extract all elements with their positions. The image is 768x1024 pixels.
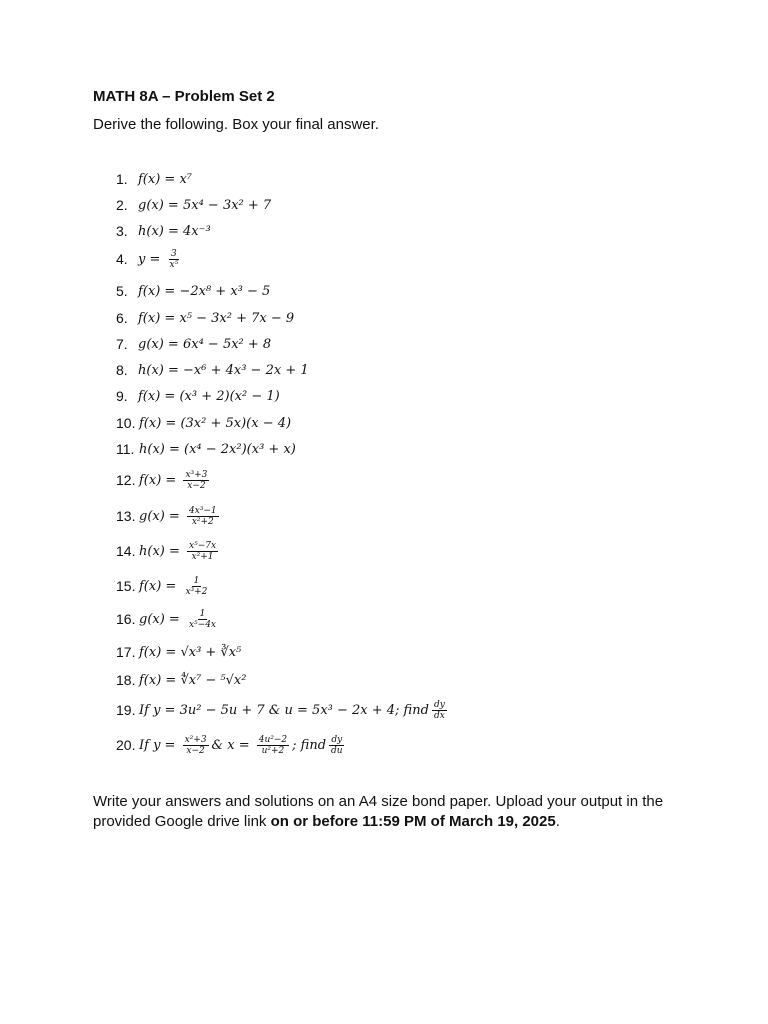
problem-number: 6. — [116, 310, 128, 326]
problem-expression — [139, 470, 212, 491]
problem-number: 20. — [116, 737, 136, 753]
problem-expression — [139, 700, 450, 721]
problem-number: 18. — [116, 672, 136, 688]
fraction — [183, 735, 209, 756]
fraction-numerator: x³+3 — [185, 469, 208, 480]
expression-lhs: f(x) = — [139, 578, 181, 594]
problem-number: 13. — [116, 508, 136, 524]
expression-rhs: (x⁴ − 2x²)(x³ + x) — [184, 441, 296, 457]
problem-expression — [139, 609, 221, 630]
expression-lhs: If y = — [139, 737, 180, 753]
problem-expression — [138, 198, 271, 213]
expression-rhs: −2x⁸ + x³ − 5 — [179, 283, 271, 299]
problem-number: 9. — [116, 388, 128, 404]
problem-expression — [139, 645, 241, 660]
problem-number: 10. — [116, 415, 136, 431]
expression-lhs: f(x) = — [138, 388, 180, 404]
problem-number: 19. — [116, 702, 136, 718]
problem-number: 8. — [116, 362, 128, 378]
expression-rhs: & x = — [211, 737, 254, 753]
expression-rhs: x⁷ — [179, 171, 192, 187]
fraction — [432, 700, 447, 721]
problem-expression — [139, 673, 246, 688]
problem-expression — [139, 506, 222, 527]
problem-number: 4. — [116, 251, 128, 267]
fraction-numerator: 3 — [170, 248, 177, 259]
problem-expression — [139, 735, 348, 756]
expression-rhs: 6x⁴ − 5x² + 8 — [182, 336, 272, 352]
problem-number: 16. — [116, 611, 136, 627]
expression-lhs: h(x) = — [139, 543, 185, 559]
fraction-numerator: 4x³−1 — [188, 505, 217, 516]
expression-lhs: f(x) = — [138, 171, 180, 187]
expression-rhs: √x³ + ∛x⁵ — [180, 644, 242, 660]
problem-number: 17. — [116, 644, 136, 660]
expression-rhs: x⁵ − 3x² + 7x − 9 — [179, 310, 295, 326]
expression-lhs: y = — [138, 251, 165, 267]
problem-expression — [138, 172, 192, 187]
problem-expression — [138, 389, 280, 404]
fraction-numerator: dy — [331, 734, 343, 745]
problem-expression — [139, 541, 221, 562]
fraction-denominator: dx — [433, 710, 445, 721]
expression-lhs: g(x) = — [138, 197, 183, 213]
fraction-denominator: x−2 — [186, 745, 205, 756]
problem-number: 15. — [116, 578, 136, 594]
fraction-denominator: x²+2 — [191, 516, 214, 527]
instructions-text: Derive the following. Box your final answer. — [93, 116, 379, 133]
fraction-denominator: x⁵−4x — [188, 619, 216, 630]
submission-text: Write your answers and solutions on an A4 size bond paper. Upload your output in the provided Google drive link — [93, 793, 664, 830]
fraction-numerator: x⁵−7x — [189, 540, 217, 551]
deadline-text: on or before 11:59 PM of March 19, 2025 — [270, 813, 556, 830]
problem-expression — [138, 224, 211, 239]
fraction-denominator: x−2 — [187, 480, 206, 491]
expression-lhs: g(x) = — [139, 508, 184, 524]
problem-expression — [139, 442, 296, 457]
fraction-denominator: u²+2 — [261, 745, 285, 756]
fraction-denominator: x⁵ — [169, 259, 179, 270]
expression-rhs: −x⁶ + 4x³ − 2x + 1 — [183, 362, 309, 378]
expression-rhs: 4x⁻³ — [183, 223, 211, 239]
fraction-numerator: dy — [433, 699, 445, 710]
fraction — [329, 735, 345, 756]
document-title: MATH 8A – Problem Set 2 — [93, 88, 275, 105]
expression-lhs: h(x) = — [138, 223, 184, 239]
problem-number: 12. — [116, 472, 136, 488]
expression-lhs: g(x) = — [138, 336, 183, 352]
expression-lhs: f(x) = — [139, 415, 181, 431]
problem-number: 3. — [116, 223, 128, 239]
fraction-denominator: du — [331, 745, 343, 756]
problem-expression — [139, 416, 291, 431]
fraction — [183, 470, 209, 491]
expression-lhs: h(x) = — [138, 362, 184, 378]
problem-expression — [138, 284, 270, 299]
problem-number: 14. — [116, 543, 136, 559]
problem-expression — [138, 337, 271, 352]
submission-instructions — [93, 792, 693, 832]
expression-lhs: If y = — [139, 702, 180, 718]
expression-lhs: f(x) = — [139, 672, 181, 688]
expression-lhs: f(x) = — [138, 283, 180, 299]
fraction — [257, 735, 289, 756]
fraction — [183, 576, 209, 597]
problem-expression — [138, 363, 309, 378]
fraction-denominator: x²+1 — [191, 551, 214, 562]
fraction — [187, 506, 219, 527]
fraction-numerator: 4u²−2 — [258, 734, 288, 745]
problem-number: 11. — [116, 441, 135, 457]
expression-rhs: 5x⁴ − 3x² + 7 — [182, 197, 272, 213]
submission-text-end: . — [555, 813, 560, 830]
fraction — [168, 249, 181, 270]
expression-lhs: g(x) = — [139, 611, 184, 627]
expression-rhs: ∜x⁷ − ⁵√x² — [180, 672, 247, 688]
expression-lhs: f(x) = — [138, 310, 180, 326]
expression-lhs: h(x) = — [139, 441, 185, 457]
fraction — [187, 541, 218, 562]
fraction-numerator: 1 — [193, 575, 200, 586]
problem-expression — [138, 249, 183, 270]
problem-expression — [138, 311, 294, 326]
problem-number: 7. — [116, 336, 128, 352]
expression-rhs: (3x² + 5x)(x − 4) — [180, 415, 292, 431]
fraction — [187, 609, 218, 630]
fraction-numerator: 1 — [199, 608, 206, 619]
problem-number: 5. — [116, 283, 128, 299]
expression-rhs-2: ; find — [292, 737, 327, 753]
problem-number: 2. — [116, 197, 128, 213]
problem-expression — [139, 576, 212, 597]
expression-lhs: f(x) = — [139, 644, 181, 660]
problem-number: 1. — [116, 171, 128, 187]
expression-rhs: 3u² − 5u + 7 & u = 5x³ − 2x + 4; find — [179, 702, 429, 718]
fraction-numerator: x²+3 — [184, 734, 207, 745]
expression-lhs: f(x) = — [139, 472, 181, 488]
fraction-denominator: x³+2 — [185, 586, 208, 597]
expression-rhs: (x³ + 2)(x² − 1) — [179, 388, 280, 404]
